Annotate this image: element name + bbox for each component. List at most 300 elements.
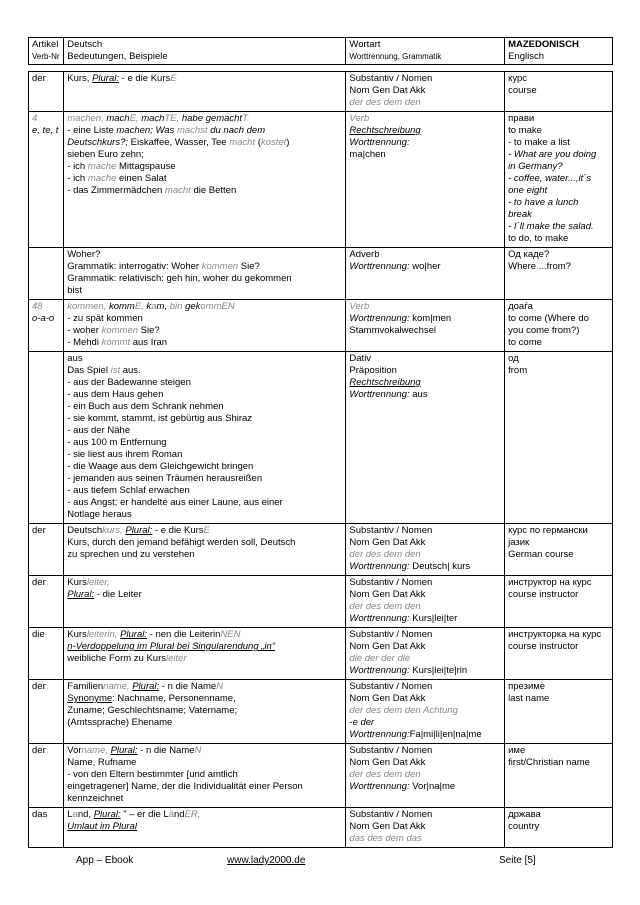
text-segment: mache xyxy=(87,161,117,172)
text-segment: der xyxy=(32,73,46,84)
text-segment: kennzeichnet xyxy=(67,793,124,804)
artikel-cell xyxy=(29,72,64,112)
text-segment: - Mehdi xyxy=(67,337,102,348)
text-segment: der des dem den xyxy=(349,769,421,780)
text-segment: 48 xyxy=(32,301,43,312)
text-segment: - e die Kurs xyxy=(152,525,204,536)
text-segment: E, xyxy=(134,301,147,312)
wortart-cell xyxy=(346,112,505,248)
cell-line xyxy=(67,413,342,425)
cell-line xyxy=(67,313,342,325)
text-segment: - to have a lunch xyxy=(508,197,579,208)
cell-line xyxy=(67,497,342,509)
text-segment: E xyxy=(203,525,210,536)
cell-line xyxy=(32,577,60,589)
cell-line xyxy=(508,641,609,653)
cell-line xyxy=(349,769,501,781)
text-segment: Mittagspause xyxy=(116,161,176,172)
text-segment: e, te, t xyxy=(32,125,59,136)
cell-line xyxy=(67,781,342,793)
cell-line xyxy=(349,261,501,273)
cell-line xyxy=(67,173,342,185)
cell-line xyxy=(32,809,60,821)
cell-line xyxy=(32,313,60,325)
text-segment: first/Christian name xyxy=(508,757,590,768)
entries-body xyxy=(29,72,613,848)
cell-line xyxy=(508,353,609,365)
text-segment: Plural: xyxy=(92,73,120,84)
translation-cell xyxy=(505,72,613,112)
cell-line xyxy=(67,525,342,537)
cell-line xyxy=(67,485,342,497)
text-segment: E xyxy=(170,73,177,84)
text-segment: - coffee, water...,it´s xyxy=(508,173,592,184)
cell-line xyxy=(32,301,60,313)
cell-line xyxy=(349,601,501,613)
text-segment: from xyxy=(508,365,528,376)
text-segment: die xyxy=(32,629,45,640)
text-segment: - aus tiefem Schlaf erwachen xyxy=(67,485,190,496)
cell-line xyxy=(508,325,609,337)
cell-line xyxy=(349,821,501,833)
text-segment: last name xyxy=(508,693,550,704)
text-segment: Sie? xyxy=(138,325,160,336)
text-segment: Deutschkurs?; xyxy=(67,137,128,148)
text-segment: Nom Gen Dat Akk xyxy=(349,693,426,704)
text-segment: - von den Eltern bestimmter [und amtlich xyxy=(67,769,238,780)
text-segment: macht xyxy=(229,137,256,148)
text-segment: Name, Rufname xyxy=(67,757,137,768)
text-segment: to come xyxy=(508,337,542,348)
text-segment: Plural: xyxy=(67,589,95,600)
translation-cell xyxy=(505,524,613,576)
cell-line xyxy=(67,425,342,437)
table-row xyxy=(29,576,613,628)
cell-line xyxy=(349,137,501,149)
text-segment: der des dem den xyxy=(349,601,421,612)
text-segment: aus Iran xyxy=(130,337,168,348)
text-segment: ) xyxy=(286,137,290,148)
cell-line xyxy=(349,97,501,109)
text-segment: TE, xyxy=(164,113,182,124)
table-row xyxy=(29,628,613,680)
header-artikel: Artikel Verb-Nr xyxy=(29,38,64,65)
text-segment: Kurs, xyxy=(67,73,93,84)
text-segment: macht xyxy=(164,185,191,196)
text-segment: course instructor xyxy=(508,641,579,652)
text-segment: in Germany? xyxy=(508,161,563,172)
cell-line xyxy=(67,353,342,365)
cell-line xyxy=(508,809,609,821)
text-segment: - ich xyxy=(67,161,88,172)
text-segment: Rechtschreibung xyxy=(349,125,421,136)
header-language: MAZEDONISCH Englisch xyxy=(505,38,613,65)
footer-website-link[interactable]: www.lady2000.de xyxy=(227,855,306,866)
text-segment: gek xyxy=(185,301,201,312)
deutsch-cell xyxy=(64,112,346,248)
deutsch-cell xyxy=(64,352,346,524)
text-segment: German course xyxy=(508,549,574,560)
cell-line xyxy=(349,629,501,641)
wortart-cell xyxy=(346,524,505,576)
text-segment: a xyxy=(151,301,157,312)
text-segment: kostet xyxy=(260,137,287,148)
table-row xyxy=(29,300,613,352)
cell-line xyxy=(67,821,342,833)
text-segment: das des dem das xyxy=(349,833,422,844)
text-segment: - ich xyxy=(67,173,88,184)
cell-line xyxy=(67,537,342,549)
wortart-cell xyxy=(346,576,505,628)
text-segment: - die Waage aus dem Gleichgewicht bringen xyxy=(67,461,254,472)
cell-line xyxy=(32,73,60,85)
cell-line xyxy=(508,549,609,561)
cell-line xyxy=(508,173,609,185)
cell-line xyxy=(508,745,609,757)
deutsch-cell xyxy=(64,524,346,576)
text-segment: (Amtssprache) Ehename xyxy=(67,717,173,728)
text-segment: Woher? xyxy=(67,249,101,260)
cell-line xyxy=(508,821,609,833)
text-segment: mache xyxy=(87,173,117,184)
cell-line xyxy=(508,537,609,549)
text-segment: - What are you doing xyxy=(508,149,597,160)
table-row xyxy=(29,72,613,112)
table-row xyxy=(29,808,613,848)
text-segment: - aus der Nähe xyxy=(67,425,131,436)
text-segment: leiter, xyxy=(86,577,110,588)
text-segment: Grammatik: interrogativ: Woher xyxy=(67,261,202,272)
text-segment: Stammvokalwechsel xyxy=(349,325,436,336)
text-segment: kommt xyxy=(101,337,131,348)
cell-line xyxy=(508,73,609,85)
text-segment: mach xyxy=(106,113,130,124)
cell-line xyxy=(67,717,342,729)
text-segment: ist xyxy=(110,365,121,376)
text-segment: one eight xyxy=(508,185,548,196)
cell-line xyxy=(508,577,609,589)
text-segment: wo|her xyxy=(409,261,441,272)
text-segment: habe gemacht xyxy=(181,113,243,124)
cell-line xyxy=(508,525,609,537)
text-segment: die Betten xyxy=(190,185,237,196)
artikel-cell xyxy=(29,352,64,524)
cell-line xyxy=(349,301,501,313)
cell-line xyxy=(67,149,342,161)
cell-line xyxy=(67,365,342,377)
translation-cell xyxy=(505,744,613,808)
cell-line xyxy=(508,221,609,233)
cell-line xyxy=(67,629,342,641)
cell-line xyxy=(349,377,501,389)
text-segment: - zu spät kommen xyxy=(67,313,143,324)
artikel-cell xyxy=(29,744,64,808)
text-segment: Nom Gen Dat Akk xyxy=(349,589,426,600)
text-segment: T xyxy=(242,113,248,124)
text-segment: komm xyxy=(108,301,135,312)
artikel-cell xyxy=(29,112,64,248)
artikel-cell xyxy=(29,680,64,744)
wortart-cell xyxy=(346,248,505,300)
cell-line xyxy=(67,285,342,297)
text-segment: Nom Gen Dat Akk xyxy=(349,85,426,96)
text-segment: name, xyxy=(103,681,133,692)
cell-line xyxy=(508,301,609,313)
cell-line xyxy=(67,185,342,197)
text-segment: Plural: xyxy=(125,525,153,536)
text-segment: Substantiv / Nomen xyxy=(349,809,433,820)
text-segment: der xyxy=(32,577,46,588)
text-segment: Umlaut im Plural xyxy=(67,821,137,832)
text-segment: - aus der Badewanne steigen xyxy=(67,377,191,388)
text-segment: јазик xyxy=(508,537,530,548)
cell-line xyxy=(67,337,342,349)
cell-line xyxy=(349,809,501,821)
cell-line xyxy=(349,325,501,337)
cell-line xyxy=(508,365,609,377)
text-segment: der xyxy=(32,745,46,756)
text-segment: Worttrennung: xyxy=(349,137,410,148)
text-segment: - aus Angst; er handelte aus einer Laune, aus einer xyxy=(67,497,283,508)
text-segment: Zuname; Geschlechtsname; Vatername; xyxy=(67,705,238,716)
deutsch-cell xyxy=(64,72,346,112)
text-segment: - das Zimmermädchen xyxy=(67,185,165,196)
cell-line xyxy=(508,261,609,273)
text-segment: der xyxy=(32,525,46,536)
cell-line xyxy=(349,589,501,601)
text-segment: to come (Where do xyxy=(508,313,589,324)
text-segment: Where ...from? xyxy=(508,261,571,272)
text-segment: Substantiv / Nomen xyxy=(349,525,433,536)
text-segment: Sie? xyxy=(238,261,260,272)
cell-line xyxy=(508,757,609,769)
cell-line xyxy=(67,377,342,389)
text-segment: Worttrennung: xyxy=(349,561,410,572)
text-segment: држава xyxy=(508,809,541,820)
text-segment: nd, xyxy=(77,809,94,820)
text-segment: - aus dem Haus gehen xyxy=(67,389,164,400)
cell-line xyxy=(349,665,501,677)
deutsch-cell xyxy=(64,808,346,848)
cell-line xyxy=(67,745,342,757)
text-segment: Worttrennung: xyxy=(349,729,410,740)
cell-line xyxy=(349,249,501,261)
text-segment: - e die Kurs xyxy=(119,73,171,84)
text-segment: 4 xyxy=(32,113,38,124)
text-segment: Nom Gen Dat Akk xyxy=(349,641,426,652)
text-segment: sieben Euro zehn; xyxy=(67,149,144,160)
cell-line xyxy=(32,525,60,537)
header-gap xyxy=(29,65,613,72)
cell-line xyxy=(67,809,342,821)
cell-line xyxy=(508,249,609,261)
cell-line xyxy=(67,125,342,137)
text-segment: weibliche Form zu Kurs xyxy=(67,653,166,664)
text-segment: eingetragener] Name, der die Individualität einer Person xyxy=(67,781,303,792)
text-segment: Worttrennung: xyxy=(349,781,410,792)
cell-line xyxy=(67,681,342,693)
text-segment: der xyxy=(32,681,46,692)
cell-line xyxy=(349,729,501,741)
cell-line xyxy=(349,781,501,793)
cell-line xyxy=(32,681,60,693)
text-segment: einen Salat xyxy=(116,173,167,184)
cell-line xyxy=(67,705,342,717)
header-wortart: Wortart Worttrennung, Grammatik xyxy=(346,38,505,65)
cell-line xyxy=(67,473,342,485)
cell-line xyxy=(508,113,609,125)
text-segment: Plural: xyxy=(120,629,148,640)
cell-line xyxy=(349,549,501,561)
translation-cell xyxy=(505,628,613,680)
text-segment: - to make a list xyxy=(508,137,570,148)
text-segment: ER, xyxy=(184,809,201,820)
text-segment: Worttrennung: xyxy=(349,665,410,676)
text-segment: Eiskaffee, Wasser, Tee xyxy=(128,137,230,148)
table-row xyxy=(29,524,613,576)
text-segment: -e der xyxy=(349,717,375,728)
text-segment: Од каде? xyxy=(508,249,550,260)
text-segment: Deutsch xyxy=(67,525,103,536)
text-segment: Rechtschreibung xyxy=(349,377,421,388)
text-segment: ” – er die L xyxy=(120,809,169,820)
wortart-cell xyxy=(346,808,505,848)
text-segment: - ein Buch aus dem Schrank nehmen xyxy=(67,401,224,412)
text-segment: Nom Gen Dat Akk xyxy=(349,757,426,768)
text-segment: machen; Was xyxy=(116,125,177,136)
text-segment: der des dem den Achtung xyxy=(349,705,458,716)
text-segment: machen, xyxy=(67,113,107,124)
wortart-cell xyxy=(346,72,505,112)
cell-line xyxy=(508,85,609,97)
artikel-cell xyxy=(29,300,64,352)
text-segment: Das Spiel xyxy=(67,365,111,376)
text-segment: - nen die Leiterin xyxy=(147,629,221,640)
text-segment: ma|chen xyxy=(349,149,386,160)
cell-line xyxy=(67,589,342,601)
cell-line xyxy=(67,577,342,589)
text-segment: - jemanden aus seinen Träumen herausreißen xyxy=(67,473,263,484)
text-segment: N xyxy=(216,681,224,692)
text-segment: Präposition xyxy=(349,365,397,376)
text-segment: Worttrennung: xyxy=(349,313,410,324)
text-segment: Substantiv / Nomen xyxy=(349,73,433,84)
wortart-cell xyxy=(346,628,505,680)
text-segment: Verb xyxy=(349,301,370,312)
text-segment: Nom Gen Dat Akk xyxy=(349,537,426,548)
cell-line xyxy=(349,365,501,377)
text-segment: leiterin, xyxy=(86,629,121,640)
text-segment: - eine Liste xyxy=(67,125,117,136)
text-segment: nd xyxy=(174,809,185,820)
cell-line xyxy=(349,353,501,365)
text-segment: kurs, xyxy=(102,525,126,536)
cell-line xyxy=(67,301,342,313)
table-row xyxy=(29,352,613,524)
text-segment: Kurs xyxy=(67,629,87,640)
cell-line xyxy=(349,525,501,537)
text-segment: Notlage heraus xyxy=(67,509,132,520)
text-segment: die der der die xyxy=(349,653,411,664)
text-segment: курс по германски xyxy=(508,525,588,536)
text-segment: to make xyxy=(508,125,542,136)
cell-line xyxy=(67,769,342,781)
text-segment: du nach dem xyxy=(207,125,266,136)
text-segment: kommen xyxy=(201,261,239,272)
table-row xyxy=(29,680,613,744)
table-row xyxy=(29,248,613,300)
cell-line xyxy=(349,757,501,769)
text-segment: o-a-o xyxy=(32,313,55,324)
text-segment: kommen, xyxy=(67,301,109,312)
text-segment: : Nachname, Personenname, xyxy=(112,693,236,704)
text-segment: Kurs, durch den jemand befähigt werden soll, Deutsch xyxy=(67,537,296,548)
cell-line xyxy=(508,337,609,349)
cell-line xyxy=(349,653,501,665)
cell-line xyxy=(32,113,60,125)
text-segment: Kurs|lei|te|rin xyxy=(409,665,468,676)
cell-line xyxy=(508,629,609,641)
artikel-cell xyxy=(29,576,64,628)
deutsch-cell xyxy=(64,680,346,744)
text-segment: инструктор на курс xyxy=(508,577,592,588)
cell-line xyxy=(349,681,501,693)
artikel-cell xyxy=(29,248,64,300)
text-segment: од xyxy=(508,353,519,364)
text-segment: der des dem den xyxy=(349,549,421,560)
text-segment: bist xyxy=(67,285,83,296)
cell-line xyxy=(349,705,501,717)
text-segment: kom|men xyxy=(409,313,452,324)
cell-line xyxy=(508,233,609,245)
text-segment: Kurs|lei|ter xyxy=(409,613,458,624)
text-segment: a xyxy=(72,809,78,820)
text-segment: you come from?) xyxy=(508,325,580,336)
header-deutsch: Deutsch Bedeutungen, Beispiele xyxy=(64,38,346,65)
text-segment: курс xyxy=(508,73,528,84)
cell-line xyxy=(67,549,342,561)
wortart-cell xyxy=(346,744,505,808)
text-segment: leiter xyxy=(166,653,187,664)
text-segment: Nom Gen Dat Akk xyxy=(349,821,426,832)
translation-cell xyxy=(505,300,613,352)
cell-line xyxy=(32,745,60,757)
text-segment: име xyxy=(508,745,526,756)
text-segment: презиме xyxy=(508,681,546,692)
text-segment: - I´ll make the salad. xyxy=(508,221,594,232)
text-segment: zu sprechen und zu verstehen xyxy=(67,549,195,560)
text-segment: Worttrennung: xyxy=(349,389,410,400)
cell-line xyxy=(67,261,342,273)
text-segment: aus xyxy=(67,353,83,364)
text-segment: Vor xyxy=(67,745,82,756)
cell-line xyxy=(508,125,609,137)
text-segment: E, xyxy=(129,113,142,124)
cell-line xyxy=(67,161,342,173)
text-segment: course xyxy=(508,85,537,96)
cell-line xyxy=(508,161,609,173)
cell-line xyxy=(349,125,501,137)
text-segment: aus. xyxy=(120,365,141,376)
cell-line xyxy=(508,209,609,221)
cell-line xyxy=(349,561,501,573)
text-segment: das xyxy=(32,809,48,820)
cell-line xyxy=(349,641,501,653)
dictionary-page xyxy=(28,37,613,848)
cell-line xyxy=(349,537,501,549)
text-segment: aus xyxy=(409,389,428,400)
text-segment: Substantiv / Nomen xyxy=(349,681,433,692)
